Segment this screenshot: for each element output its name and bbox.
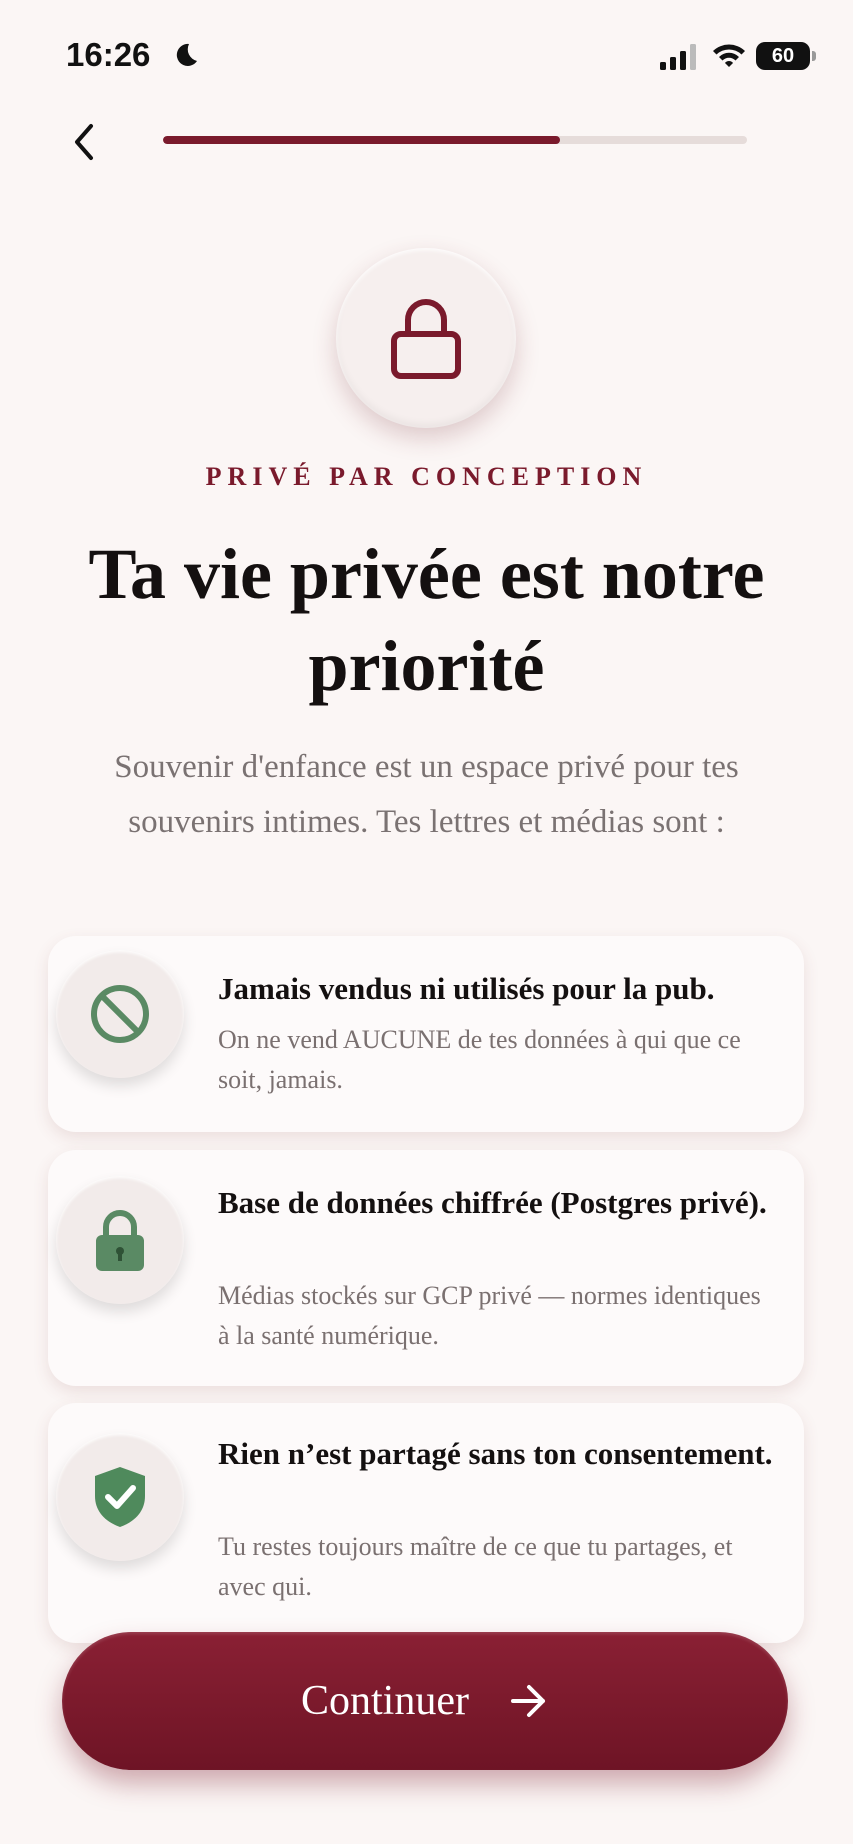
privacy-card-consent — [48, 1403, 804, 1643]
signal-icon — [660, 44, 698, 70]
battery-level: 60 — [771, 44, 795, 67]
battery-icon — [756, 42, 810, 70]
chevron-left-icon — [71, 122, 97, 162]
moon-icon — [170, 40, 200, 70]
no-entry-icon — [88, 982, 152, 1046]
green-lock-icon — [92, 1207, 148, 1273]
progress-fill — [163, 136, 560, 144]
eyebrow-label: PRIVÉ PAR CONCEPTION — [205, 462, 648, 491]
privacy-card-encryption — [48, 1150, 804, 1386]
progress-bar — [163, 136, 747, 144]
intro-text: Souvenir d'enfance est un espace privé pour tes souvenirs intimes. Tes lettres et médias sont : — [114, 749, 739, 840]
back-button[interactable] — [60, 118, 108, 166]
lock-icon — [389, 296, 463, 380]
card-title: Jamais vendus ni utilisés pour la pub. — [218, 971, 715, 1006]
card-description: Médias stockés sur GCP privé — normes identiques à la santé numérique. — [218, 1281, 761, 1350]
card-title: Rien n’est partagé sans ton consentement. — [218, 1436, 773, 1471]
page-title: Ta vie privée est notre priorité — [88, 534, 765, 706]
card-title: Base de données chiffrée (Postgres privé). — [218, 1185, 767, 1220]
wifi-icon — [710, 40, 748, 70]
card-description: On ne vend AUCUNE de tes données à qui que ce soit, jamais. — [218, 1025, 741, 1094]
card-icon-badge — [56, 950, 184, 1078]
card-description: Tu restes toujours maître de ce que tu partages, et avec qui. — [218, 1532, 733, 1601]
arrow-right-icon — [509, 1683, 549, 1719]
shield-check-icon — [91, 1464, 149, 1530]
privacy-card-ads — [48, 936, 804, 1132]
continue-button[interactable] — [62, 1632, 788, 1770]
card-icon-badge — [56, 1433, 184, 1561]
status-bar — [0, 0, 853, 110]
status-time: 16:26 — [66, 36, 151, 73]
continue-label: Continuer — [301, 1678, 469, 1724]
hero-lock-badge — [336, 248, 516, 428]
card-icon-badge — [56, 1176, 184, 1304]
